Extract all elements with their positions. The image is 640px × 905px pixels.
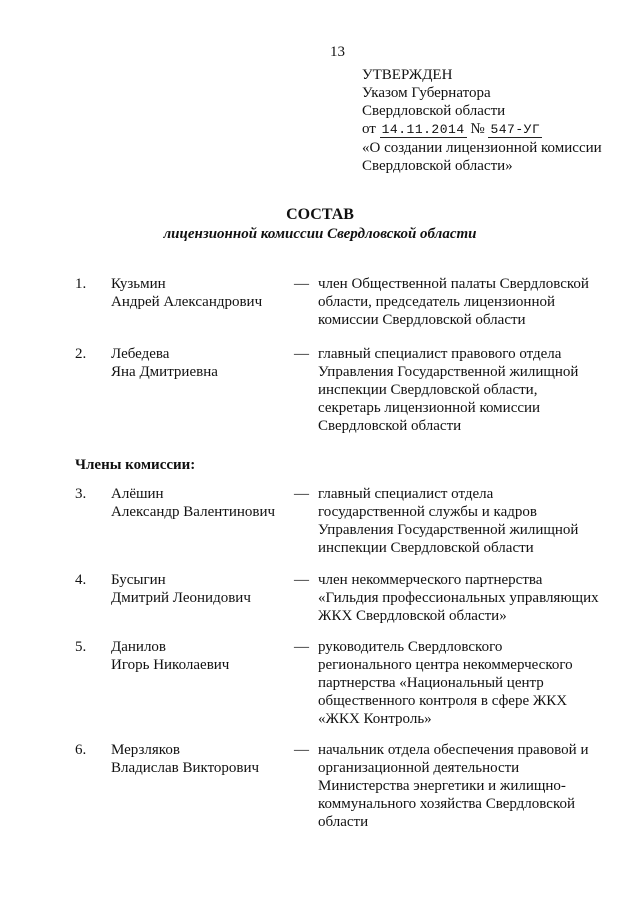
role-line: общественного контроля в сфере ЖКХ <box>318 693 568 709</box>
role-line: член Общественной палаты Свердловской <box>318 276 589 292</box>
members-section-label: Члены комиссии: <box>75 457 196 473</box>
approval-line: «О создании лицензионной комиссии <box>362 140 602 156</box>
dash-separator: — <box>294 346 309 362</box>
role-line: Управления Государственной жилищной <box>318 522 579 538</box>
page-number: 13 <box>330 44 345 60</box>
dash-separator: — <box>294 742 309 758</box>
role-line: инспекции Свердловской области <box>318 540 534 556</box>
member-number: 6. <box>75 742 87 758</box>
dash-separator: — <box>294 639 309 655</box>
role-line: главный специалист отдела <box>318 486 494 502</box>
given-names: Игорь Николаевич <box>111 657 230 673</box>
member-name <box>111 345 286 381</box>
member-role <box>318 485 618 557</box>
member-name <box>111 741 286 777</box>
approval-line: Свердловской области» <box>362 158 513 174</box>
role-line: государственной службы и кадров <box>318 504 537 520</box>
role-line: инспекции Свердловской области, <box>318 382 538 398</box>
member-role <box>318 571 618 625</box>
dash-separator: — <box>294 572 309 588</box>
member-role <box>318 741 618 831</box>
role-line: Управления Государственной жилищной <box>318 364 579 380</box>
member-name <box>111 571 286 607</box>
member-role <box>318 638 618 728</box>
role-line: начальник отдела обеспечения правовой и <box>318 742 589 758</box>
role-line: Свердловской области <box>318 418 462 434</box>
approval-date-number-line <box>362 120 632 139</box>
role-line: Министерства энергетики и жилищно- <box>318 778 566 794</box>
decree-date: 14.11.2014 <box>381 122 465 137</box>
approval-line: Указом Губернатора <box>362 85 491 101</box>
number-label: № <box>470 121 485 137</box>
member-name <box>111 275 286 311</box>
member-number: 2. <box>75 346 87 362</box>
approval-line: Свердловской области <box>362 103 506 119</box>
role-line: области, председатель лицензионной <box>318 294 556 310</box>
approval-line: УТВЕРЖДЕН <box>362 67 453 83</box>
role-line: секретарь лицензионной комиссии <box>318 400 541 416</box>
member-name <box>111 485 286 521</box>
role-line: организационной деятельности <box>318 760 520 776</box>
role-line: «Гильдия профессиональных управляющих <box>318 590 599 606</box>
approval-stamp <box>362 66 632 175</box>
surname: Бусыгин <box>111 572 166 588</box>
role-line: регионального центра некоммерческого <box>318 657 573 673</box>
role-line: «ЖКХ Контроль» <box>318 711 432 727</box>
member-number: 5. <box>75 639 87 655</box>
role-line: области <box>318 814 369 830</box>
given-names: Андрей Александрович <box>111 294 263 310</box>
given-names: Дмитрий Леонидович <box>111 590 251 606</box>
surname: Алёшин <box>111 486 164 502</box>
member-role <box>318 275 618 329</box>
role-line: партнерства «Национальный центр <box>318 675 544 691</box>
document-title: СОСТАВ <box>286 206 354 223</box>
role-line: ЖКХ Свердловской области» <box>318 608 507 624</box>
surname: Лебедева <box>111 346 170 362</box>
from-label: от <box>362 121 376 137</box>
role-line: руководитель Свердловского <box>318 639 503 655</box>
role-line: член некоммерческого партнерства <box>318 572 543 588</box>
role-line: главный специалист правового отдела <box>318 346 562 362</box>
surname: Данилов <box>111 639 167 655</box>
document-subtitle: лицензионной комиссии Свердловской области <box>163 226 477 242</box>
decree-number: 547-УГ <box>490 122 541 137</box>
member-name <box>111 638 286 674</box>
member-number: 4. <box>75 572 87 588</box>
role-line: коммунального хозяйства Свердловской <box>318 796 575 812</box>
given-names: Яна Дмитриевна <box>111 364 218 380</box>
dash-separator: — <box>294 486 309 502</box>
member-number: 1. <box>75 276 87 292</box>
member-role <box>318 345 618 435</box>
member-number: 3. <box>75 486 87 502</box>
given-names: Александр Валентинович <box>111 504 276 520</box>
dash-separator: — <box>294 276 309 292</box>
surname: Мерзляков <box>111 742 180 758</box>
role-line: комиссии Свердловской области <box>318 312 526 328</box>
surname: Кузьмин <box>111 276 166 292</box>
given-names: Владислав Викторович <box>111 760 260 776</box>
